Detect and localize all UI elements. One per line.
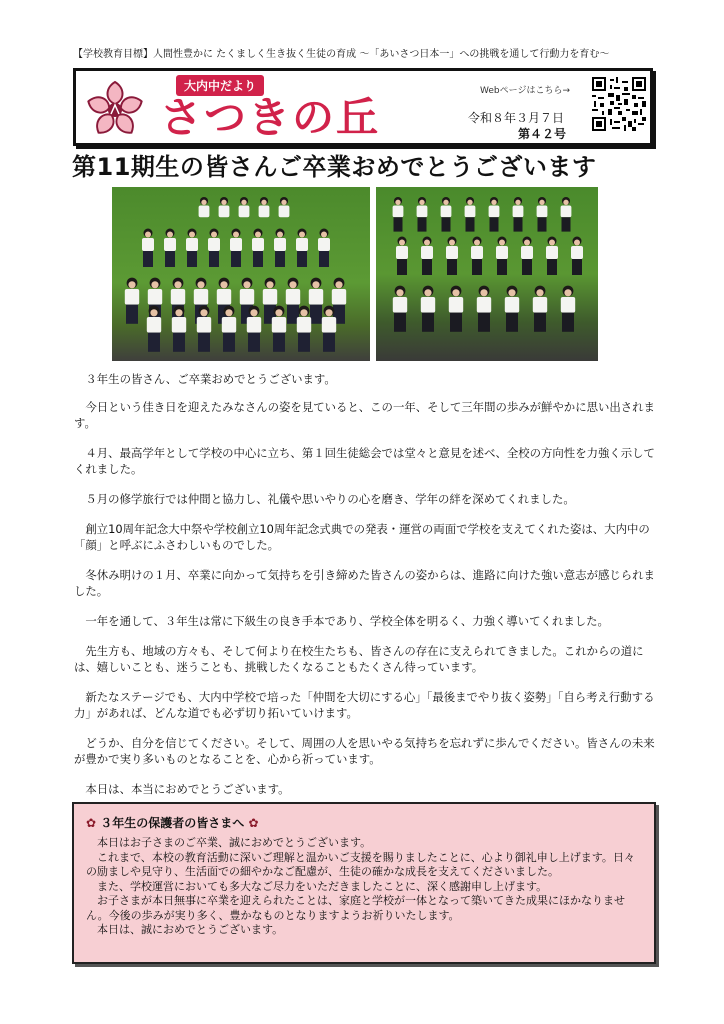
parents-paragraph: 本日はお子さまのご卒業、誠におめでとうございます。 [97, 836, 372, 849]
message-paragraph: 創立10周年記念大中祭や学校創立10周年記念式典での発表・運営の両面で学校を支えてくれた姿は、大内中の「顔」と呼ぶにふさわしいものでした。 [74, 522, 650, 552]
school-emblem-icon [84, 79, 146, 141]
parents-title-text: ３年生の保護者の皆さまへ [100, 816, 245, 830]
newsletter-tagline: 大内中だより [176, 75, 264, 96]
qr-code-icon[interactable] [592, 77, 646, 131]
parents-paragraph: これまで、本校の教育活動に深いご理解と温かいご支援を賜りましたことに、心より御礼申し上げます。日々の励ましや見守り、生活面での細やかなご配慮が、生徒の確かな成長を支えてくださいました。 [86, 850, 635, 878]
message-paragraph: 一年を通して、３年生は常に下級生の良き手本であり、学校全体を明るく、力強く導いてくれました。 [85, 614, 609, 628]
message-paragraph: 先生方も、地域の方々も、そして何より在校生たちも、皆さんの存在に支えられてきました。これからの道には、嬉しいことも、迷うことも、挑戦したくなることもたくさん待っています。 [74, 644, 644, 674]
school-motto: 【学校教育目標】人間性豊かに たくましく生き抜く生徒の育成 〜「あいさつ日本一」への挑戦を通して行動力を育む〜 [73, 49, 610, 60]
class-photo-girls [112, 187, 370, 361]
message-paragraph: ４月、最高学年として学校の中心に立ち、第１回生徒総会では堂々と意見を述べ、全校の方向性を力強く示してくれました。 [74, 446, 655, 476]
parents-paragraph: お子さまが本日無事に卒業を迎えられたことは、家庭と学校が一体となって築いてきた成果にほかなりません。今後の歩みが実り多く、豊かなものとなりますようお祈りいたします。 [86, 894, 625, 922]
headline: 第11期生の皆さんご卒業おめでとうございます [72, 153, 597, 181]
flower-icon: ✿ [86, 816, 97, 830]
parents-title [86, 814, 642, 832]
parents-paragraph: また、学校運営においても多大なご尽力をいただきましたことに、深く感謝申し上げます。 [97, 879, 548, 893]
newsletter-name: さつきの丘 [160, 93, 381, 142]
message-paragraph: どうか、自分を信じてください。そして、周囲の人を思いやる気持ちを忘れずに歩んでください。皆さんの未来が豊かで実り多いものとなることを、心から祈っています。 [74, 736, 655, 766]
flower-icon: ✿ [248, 816, 259, 830]
parents-paragraph: 本日は、誠におめでとうございます。 [97, 923, 284, 936]
class-photo-boys [376, 187, 598, 361]
message-paragraph: ３年生の皆さん、ご卒業おめでとうございます。 [85, 372, 336, 386]
message-paragraph: ５月の修学旅行では仲間と協力し、礼儀や思いやりの心を磨き、学年の絆を深めてくれました。 [85, 492, 575, 506]
message-paragraph: 本日は、本当におめでとうございます。 [85, 782, 290, 796]
message-paragraph: 今日という佳き日を迎えたみなさんの姿を見ていると、この一年、そして三年間の歩みが鮮やかに思い出されます。 [74, 400, 655, 430]
message-paragraph: 新たなステージでも、大内中学校で培った「仲間を大切にする心」「最後までやり抜く姿勢」「自ら考え行動する力」があれば、どんな道でも必ず切り拓いていけます。 [74, 690, 655, 720]
web-page-link[interactable]: Webページはこちら→ [480, 86, 570, 96]
issue-number: 第４２号 [518, 127, 567, 141]
issue-date: 令和８年３月７日 [468, 111, 565, 125]
masthead [73, 68, 653, 146]
message-paragraph: 冬休み明けの１月、卒業に向かって気持ちを引き締めた皆さんの姿からは、進路に向けた強い意志が感じられました。 [74, 568, 655, 598]
parents-message-box [72, 802, 656, 964]
principal-message [74, 371, 658, 811]
